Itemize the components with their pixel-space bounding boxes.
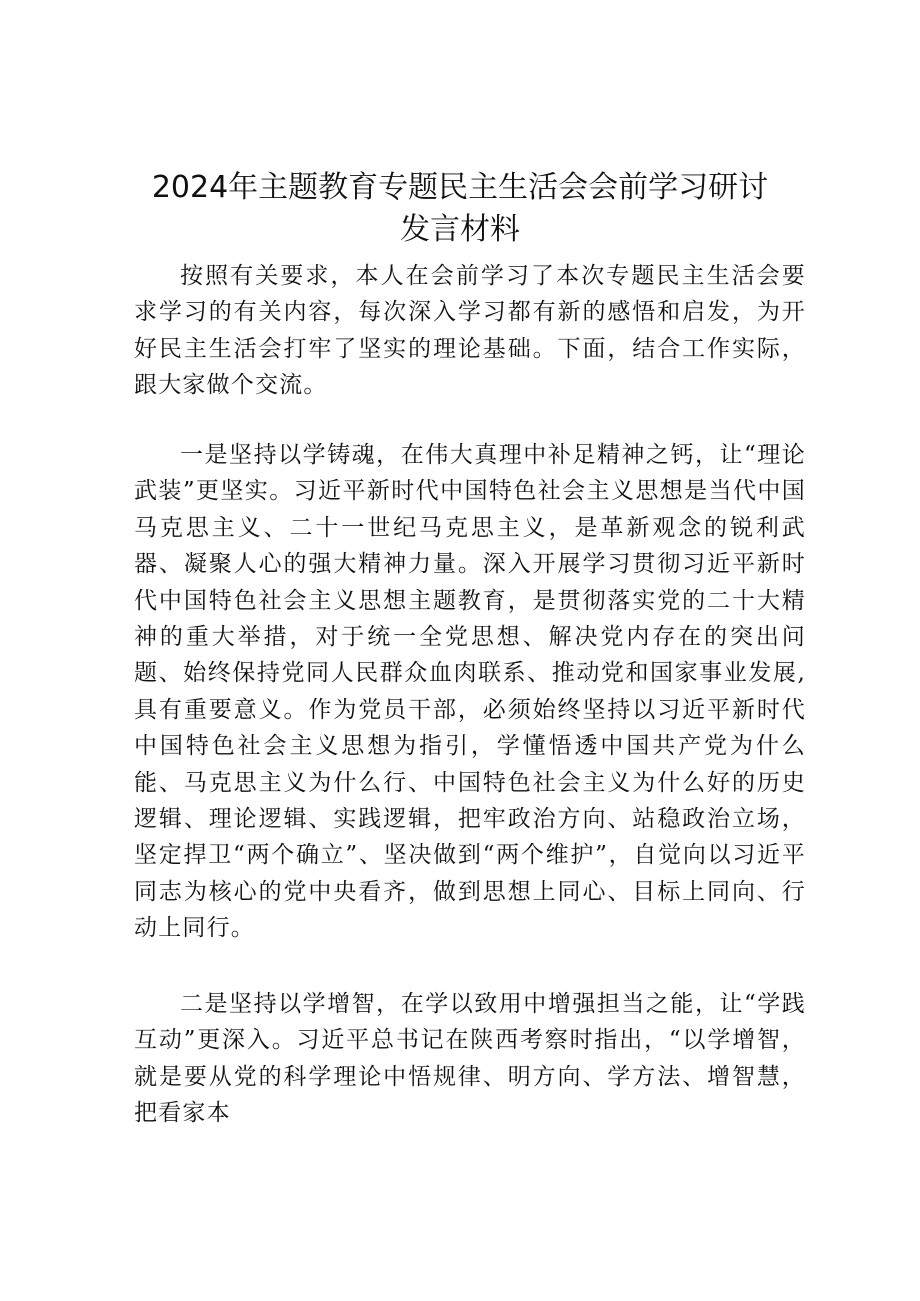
paragraph-point-two: 二是坚持以学增智，在学以致用中增强担当之能，让“学践互动”更深入。习近平总书记在陕西考察时指出，“以学增智，就是要从党的科学理论中悟规律、明方向、学方法、增智慧，把看家本 <box>134 991 806 1127</box>
paragraph-point-one: 一是坚持以学铸魂，在伟大真理中补足精神之钙，让“理论武装”更坚实。习近平新时代中国特色社会主义思想是当代中国马克思主义、二十一世纪马克思主义，是革新观念的锐利武器、凝聚人心的强大精神力量。深入开展学习贯彻习近平新时代中国特色社会主义思想主题教育，是贯彻落实党的二十大精神的重大举措，对于统一全党思想、解决党内存在的突出问题、始终保持党同人民群众血肉联系、推动党和国家事业发展,具有重要意义。作为党员干部，必须始终坚持以习近平新时代中国特色社会主义思想为指引，学懂悟透中国共产党为什么能、马克思主义为什么行、中国特色社会主义为什么好的历史逻辑、理论逻辑、实践逻辑，把牢政治方向、站稳政治立场，坚定捍卫“两个确立”、坚决做到“两个维护”，自觉向以习近平同志为核心的党中央看齐，做到思想上同心、目标上同向、行动上同行。 <box>134 442 806 942</box>
document-title-line1: 2024年主题教育专题民主生活会会前学习研讨 <box>151 170 769 205</box>
paragraph-intro: 按照有关要求，本人在会前学习了本次专题民主生活会要求学习的有关内容，每次深入学习都有新的感悟和启发，为开好民主生活会打牢了坚实的理论基础。下面，结合工作实际，跟大家做个交流。 <box>134 263 806 399</box>
document-title-line2: 发言材料 <box>400 212 520 247</box>
